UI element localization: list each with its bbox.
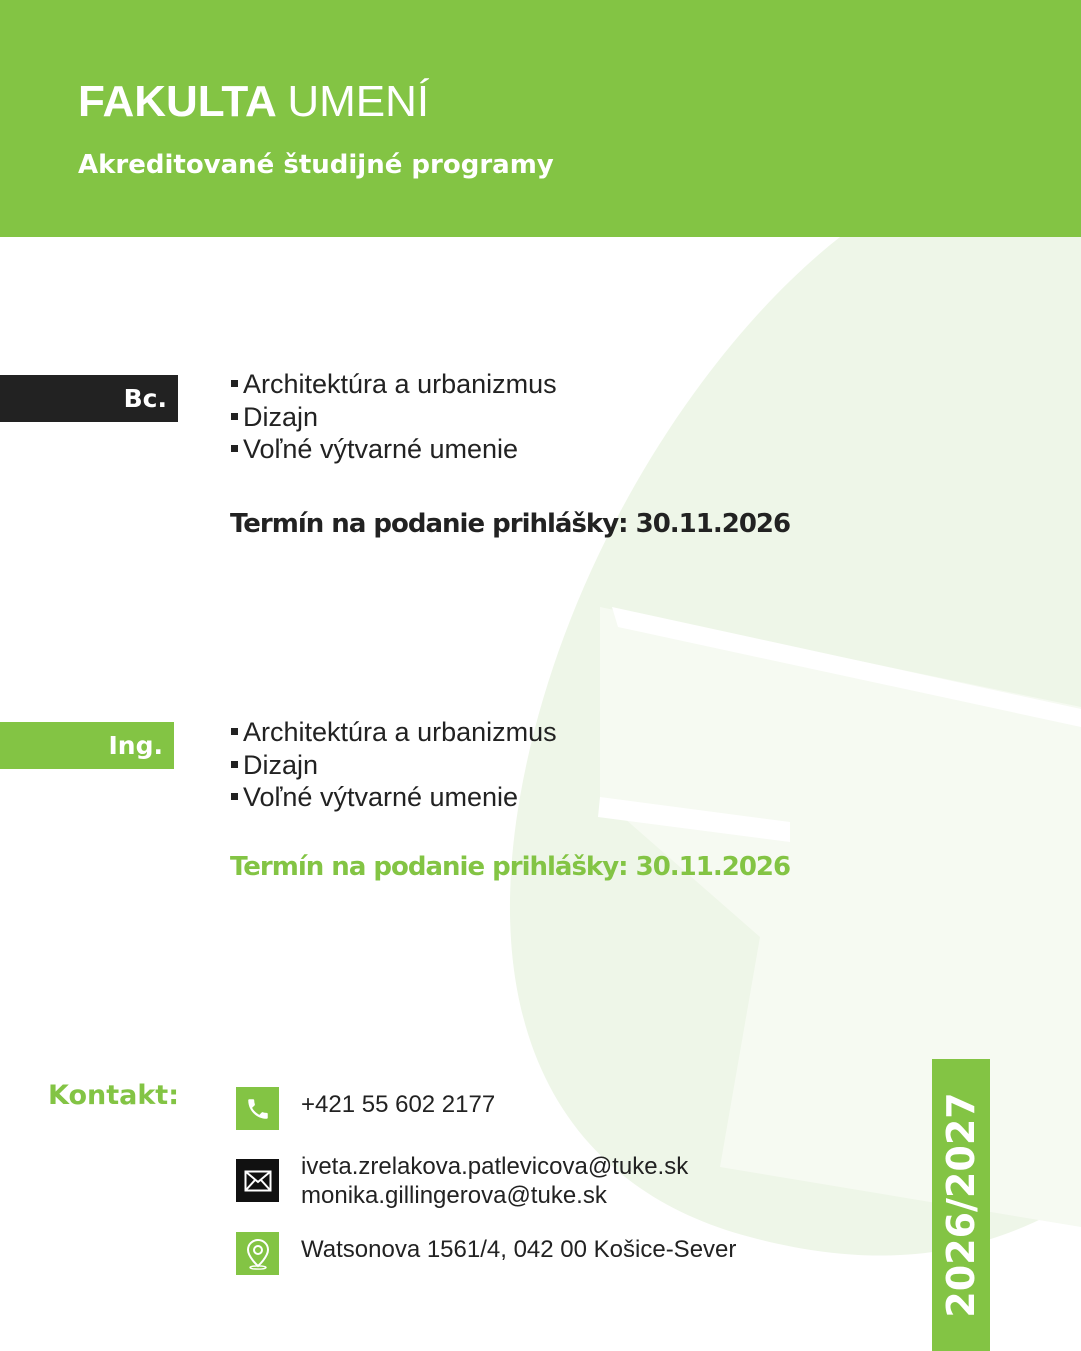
bachelor-deadline: Termín na podanie prihlášky: 30.11.2026	[230, 509, 791, 539]
list-item: Voľné výtvarné umenie	[231, 433, 557, 466]
list-item: Voľné výtvarné umenie	[231, 781, 557, 814]
faculty-title	[78, 76, 429, 128]
phone-icon	[236, 1087, 279, 1130]
engineer-program-list	[231, 716, 557, 814]
contact-address: Watsonova 1561/4, 042 00 Košice-Sever	[301, 1236, 737, 1263]
bachelor-level-tag: Bc.	[0, 375, 178, 422]
page-subtitle: Akreditované študijné programy	[78, 150, 554, 180]
header-banner	[0, 0, 1081, 237]
list-item: Dizajn	[231, 401, 557, 434]
contact-label: Kontakt:	[48, 1080, 180, 1111]
academic-year-band	[932, 1059, 990, 1351]
contact-email-2[interactable]: monika.gillingerova@tuke.sk	[301, 1182, 607, 1209]
bachelor-program-list	[231, 368, 557, 466]
contact-phone[interactable]: +421 55 602 2177	[301, 1091, 496, 1118]
academic-year: 2026/2027	[939, 1092, 983, 1318]
faculty-title-bold: FAKULTA	[78, 77, 276, 126]
engineer-level-tag: Ing.	[0, 722, 174, 769]
list-item: Architektúra a urbanizmus	[231, 368, 557, 401]
map-pin-icon	[236, 1232, 279, 1275]
list-item: Dizajn	[231, 749, 557, 782]
envelope-icon	[236, 1159, 279, 1202]
faculty-title-light: UMENÍ	[287, 77, 430, 126]
contact-email-1[interactable]: iveta.zrelakova.patlevicova@tuke.sk	[301, 1153, 689, 1180]
list-item: Architektúra a urbanizmus	[231, 716, 557, 749]
engineer-deadline: Termín na podanie prihlášky: 30.11.2026	[230, 852, 791, 882]
